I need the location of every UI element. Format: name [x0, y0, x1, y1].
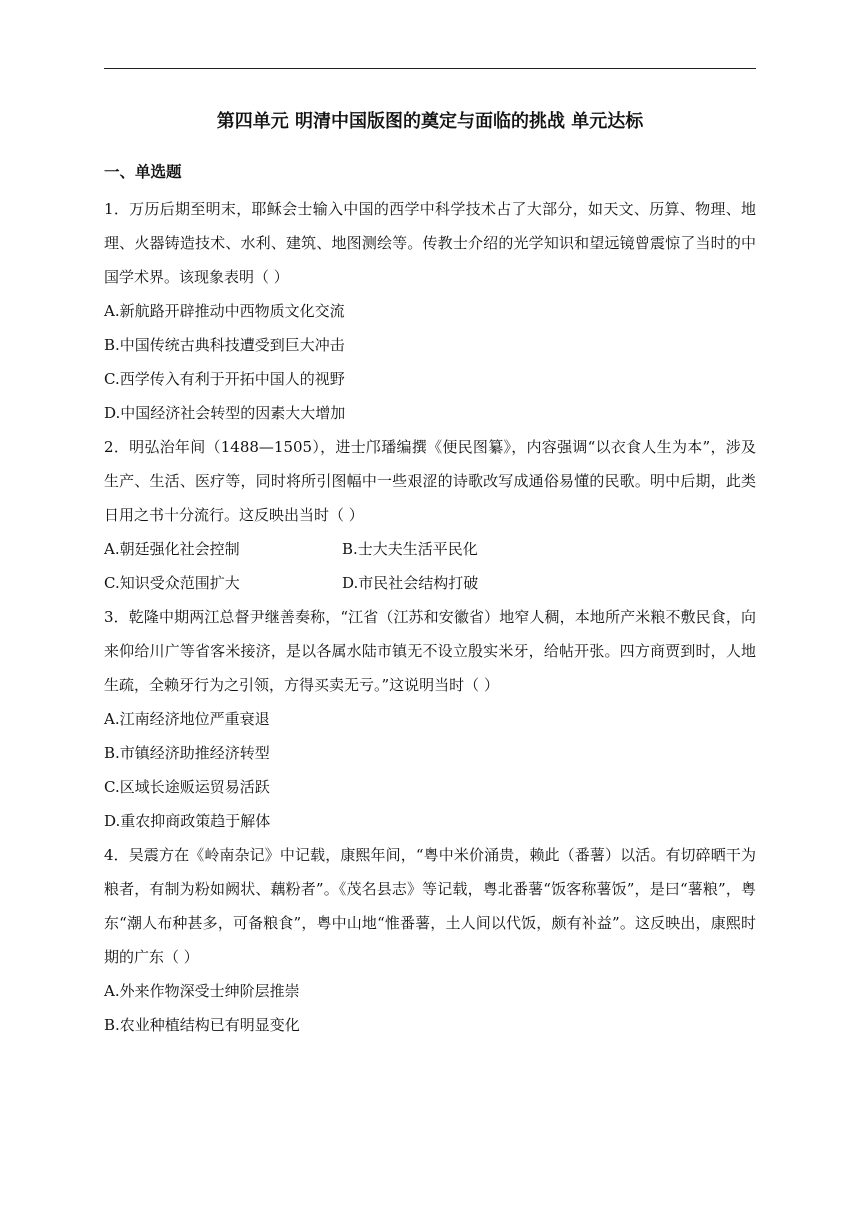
question-1: [104, 192, 756, 430]
option-c: C.知识受众范围扩大: [104, 574, 240, 592]
question-stem: 4．吴震方在《岭南杂记》中记载，康熙年间，“粤中米价涌贵，赖此（番薯）以活。有切碎晒干为粮者，有制为粉如阙状、藕粉者”。《茂名县志》等记载，粤北番薯“饭客称薯饭”，是曰“薯粮”，粤东“潮人布种甚多，可备粮食”，粤中山地“惟番薯，土人间以代饭，颇有补益”。这反映出，康熙时期的广东（ ）: [104, 846, 756, 966]
question-stem: 1．万历后期至明末，耶稣会士输入中国的西学中科学技术占了大部分，如天文、历算、物理、地理、火器铸造技术、水利、建筑、地图测绘等。传教士介绍的光学知识和望远镜曾震惊了当时的中国学术界。该现象表明（ ）: [104, 200, 756, 286]
option-a: A.江南经济地位严重衰退: [104, 710, 270, 728]
header-rule: [104, 68, 756, 69]
option-a: A.新航路开辟推动中西物质文化交流: [104, 302, 345, 320]
option-b: B.士大夫生活平民化: [342, 540, 478, 558]
question-4: [104, 838, 756, 1042]
option-a: A.外来作物深受士绅阶层推崇: [104, 982, 300, 1000]
option-c: C.西学传入有利于开拓中国人的视野: [104, 370, 345, 388]
document-body: [104, 108, 756, 1042]
section-heading: 一、单选题: [104, 163, 182, 181]
option-c: C.区域长途贩运贸易活跃: [104, 778, 270, 796]
document-title: 第四单元 明清中国版图的奠定与面临的挑战 单元达标: [216, 111, 644, 132]
option-b: B.中国传统古典科技遭受到巨大冲击: [104, 336, 345, 354]
option-row: [104, 566, 756, 600]
question-3: [104, 600, 756, 838]
option-a: A.朝廷强化社会控制: [104, 540, 240, 558]
option-d: D.中国经济社会转型的因素大大增加: [104, 404, 346, 422]
question-2: [104, 430, 756, 600]
option-b: B.市镇经济助推经济转型: [104, 744, 270, 762]
question-stem: 2．明弘治年间（1488—1505），进士邝璠编撰《便民图纂》，内容强调“以衣食人生为本”，涉及生产、生活、医疗等，同时将所引图幅中一些艰涩的诗歌改写成通俗易懂的民歌。明中后期，此类日用之书十分流行。这反映出当时（ ）: [104, 438, 756, 524]
option-row: [104, 532, 756, 566]
option-b: B.农业种植结构已有明显变化: [104, 1016, 300, 1034]
option-d: D.市民社会结构打破: [342, 574, 479, 592]
option-d: D.重农抑商政策趋于解体: [104, 812, 271, 830]
question-stem: 3．乾隆中期两江总督尹继善奏称，“江省（江苏和安徽省）地窄人稠，本地所产米粮不敷民食，向来仰给川广等省客米接济，是以各属水陆市镇无不设立殷实米牙，给帖开张。四方商贾到时，人地生疏，全赖牙行为之引领，方得买卖无亏。”这说明当时（ ）: [104, 608, 756, 694]
